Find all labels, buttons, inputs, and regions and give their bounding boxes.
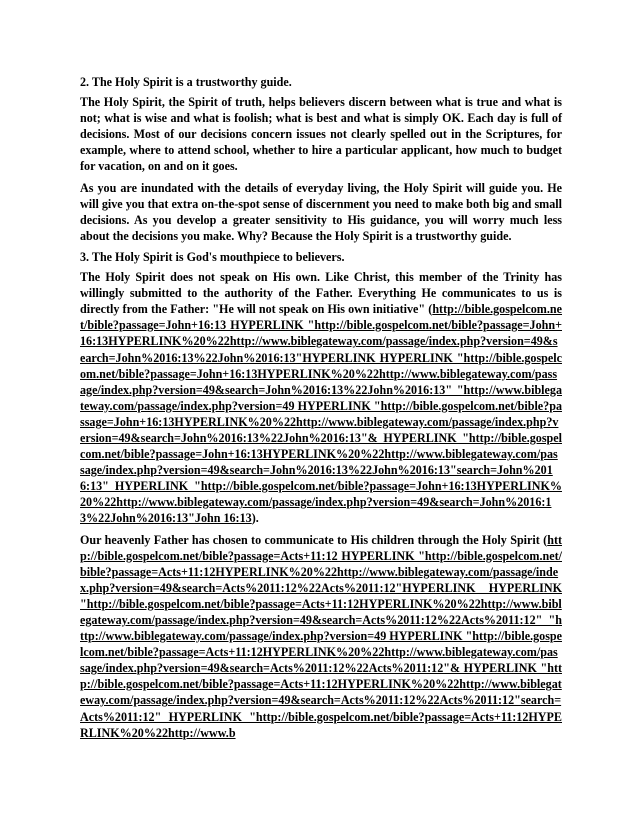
paragraph-mouthpiece-end: ). xyxy=(251,511,259,526)
acts-11-12-hyperlink[interactable]: http://bible.gospelcom.net/bible?passage=Acts+11:12 HYPERLINK "http://bible.gospelcom.net/bible?passage=Acts+11:12HYPERLINK%20%22http://www.biblegateway.com/passage/index.php?version=49&search=Acts%2011:12%22Acts%2011:12"HYPERLINK HYPERLINK "http://bible.gospelcom.net/bible?passage=Acts+11:12HYPERLINK%20%22http://www.biblegateway.com/passage/index.php?version=49&search=Acts%2011:12%22Acts%2011:12" "http://www.biblegateway.com/passage/index.php?version=49 HYPERLINK "http://bible.gospelcom.net/bible?passage=Acts+11:12HYPERLINK%20%22http://www.biblegateway.com/passage/index.php?version=49&search=Acts%2011:12%22Acts%2011:12"& HYPERLINK "http://bible.gospelcom.net/bible?passage=Acts+11:12HYPERLINK%20%22http://www.biblegateway.com/passage/index.php?version=49&search=Acts%2011:12%22Acts%2011:12"search=Acts%2011:12" HYPERLINK "http://bible.gospelcom.net/bible?passage=Acts+11:12HYPERLINK%20%22http://www.b xyxy=(80,532,562,740)
section-heading-3: 3. The Holy Spirit is God's mouthpiece to believers. xyxy=(80,249,345,264)
paragraph-mouthpiece xyxy=(80,269,562,527)
paragraph-heavenly-father-text: Our heavenly Father has chosen to communicate to His children through the Holy Spirit ( xyxy=(80,532,548,547)
paragraph-heavenly-father xyxy=(80,532,562,741)
john-16-13-hyperlink[interactable]: http://bible.gospelcom.net/bible?passage=John+16:13 HYPERLINK "http://bible.gospelcom.net/bible?passage=John+16:13HYPERLINK%20%22http://www.biblegateway.com/passage/index.php?version=49&search=John%2016:13%22John%2016:13"HYPERLINK HYPERLINK "http://bible.gospelcom.net/bible?passage=John+16:13HYPERLINK%20%22http://www.biblegateway.com/passage/index.php?version=49&search=John%2016:13%22John%2016:13" "http://www.biblegateway.com/passage/index.php?version=49 HYPERLINK "http://bible.gospelcom.net/bible?passage=John+16:13HYPERLINK%20%22http://www.biblegateway.com/passage/index.php?version=49&search=John%2016:13%22John%2016:13"& HYPERLINK "http://bible.gospelcom.net/bible?passage=John+16:13HYPERLINK%20%22http://www.biblegateway.com/passage/index.php?version=49&search=John%2016:13%22John%2016:13"search=John%2016:13" HYPERLINK "http://bible.gospelcom.net/bible?passage=John+16:13HYPERLINK%20%22http://www.biblegateway.com/passage/index.php?version=49&search=John%2016:13%22John%2016:13"John 16:13 xyxy=(80,302,562,526)
document-page xyxy=(80,74,562,746)
paragraph-mouthpiece-text: The Holy Spirit does not speak on His own. Like Christ, this member of the Trinity has willingly submitted to the authority of the Father. Everything He communicates to us is directly from the Father: "He will not speak on His own initiative" ( xyxy=(80,270,562,317)
section-heading-2: 2. The Holy Spirit is a trustworthy guide. xyxy=(80,75,292,89)
paragraph-spirit-of-truth: The Holy Spirit, the Spirit of truth, helps believers discern between what is true and what is not; what is wise and what is foolish; what is best and what is simply OK. Each day is full of decisions. Most of our decisions concern issues not clearly spelled out in the Scriptures, for example, where to attend school, whether to hire a particular applicant, how much to budget for vacation, on and on it goes. xyxy=(80,95,562,174)
paragraph-everyday-guidance: As you are inundated with the details of everyday living, the Holy Spirit will guide you. He will give you that extra on-the-spot sense of discernment you need to make both big and small decisions. As you develop a greater sensitivity to His guidance, you will worry much less about the decisions you make. Why? Because the Holy Spirit is a trustworthy guide. xyxy=(80,180,562,243)
